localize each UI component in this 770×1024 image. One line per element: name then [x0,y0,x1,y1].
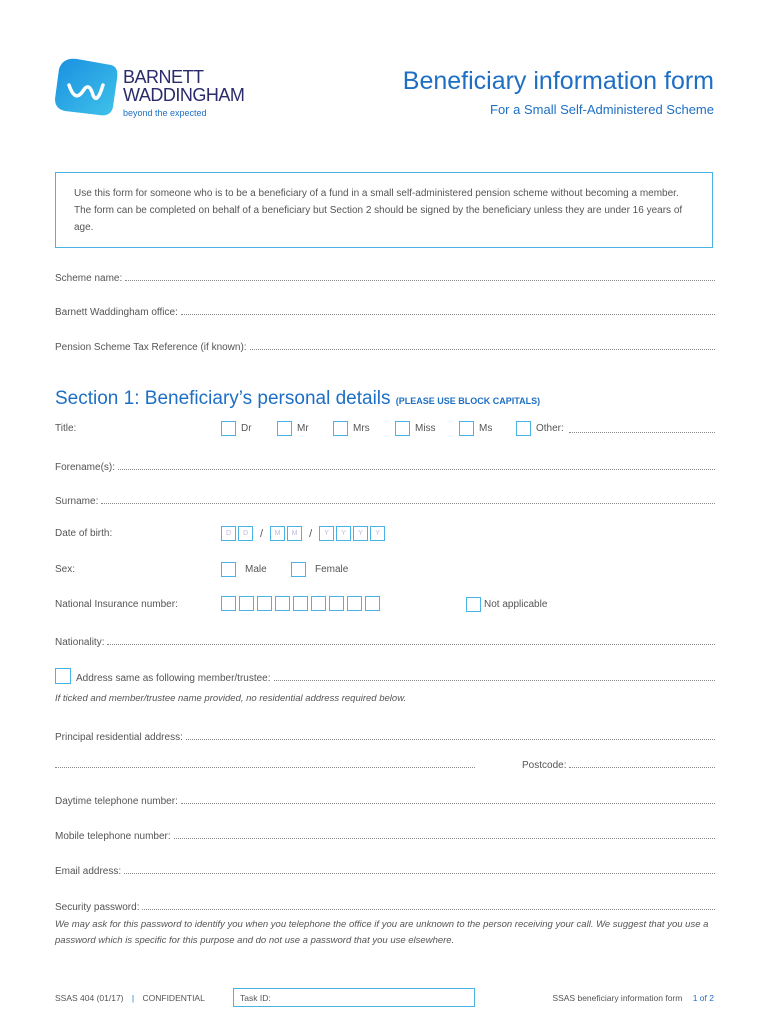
scheme-name-field[interactable] [55,268,715,284]
page-title: Beneficiary information form [402,67,714,95]
title-other[interactable]: Other: [516,421,715,436]
email-field[interactable]: Email address: [55,861,715,877]
section1-heading: Section 1: Beneficiary’s personal details (PLEASE USE BLOCK CAPITALS) [55,388,541,409]
tax-ref-field[interactable] [55,337,715,353]
checkbox[interactable] [333,421,348,436]
ni-cell[interactable] [221,596,236,611]
logo [53,55,263,123]
footer-right [552,993,714,1003]
title-miss[interactable]: Miss [395,421,436,436]
intro-box: Use this form for someone who is to be a beneficiary of a fund in a small self-administered pension scheme without becoming a member. The form can be completed on behalf of a beneficiary but Section 2 should be signed by the beneficiary unless they are under 16 years of age. [55,172,713,248]
ni-cell[interactable] [311,596,326,611]
block-capitals-note: (PLEASE USE BLOCK CAPITALS) [395,396,541,406]
office-label: Barnett Waddingham office: [55,307,178,318]
confidential-label: CONFIDENTIAL [142,993,205,1003]
title-mrs[interactable]: Mrs [333,421,370,436]
scheme-name-label: Scheme name: [55,273,123,284]
dob-day-2[interactable]: D [238,526,253,541]
logo-line1: BARNETT [123,67,204,87]
address-line-2[interactable] [55,755,475,771]
page-subtitle: For a Small Self-Administered Scheme [490,102,714,117]
ni-input[interactable] [221,596,380,611]
logo-tagline: beyond the expected [123,108,207,118]
dob-input[interactable]: D D / M M / Y Y Y Y [221,526,385,541]
address-same-checkbox[interactable] [55,668,71,684]
ni-cell[interactable] [275,596,290,611]
dob-day-1[interactable]: D [221,526,236,541]
checkbox[interactable] [459,421,474,436]
ni-label: National Insurance number: [55,599,178,610]
ni-not-applicable[interactable]: Not applicable [466,597,547,612]
task-id-field[interactable]: Task ID: [233,988,475,1007]
dob-year-4[interactable]: Y [370,526,385,541]
form-name: SSAS beneficiary information form [552,993,683,1003]
dob-label: Date of birth: [55,528,113,539]
logo-mark-icon [53,55,119,119]
address-same-field[interactable]: Address same as following member/trustee: [76,668,715,684]
postcode-field[interactable]: Postcode: [522,755,715,771]
security-field[interactable]: Security password: [55,897,715,913]
checkbox[interactable] [395,421,410,436]
checkbox[interactable] [221,421,236,436]
address-note: If ticked and member/trustee name provided, no residential address required below. [55,693,407,704]
title-label: Title: [55,423,77,434]
security-note: We may ask for this password to identify you when you telephone the office if you are unknown to the person receiving your call. We suggest that you use a password which is specific for this purpose and do not use a password that you use elsewhere. [55,919,709,946]
office-field[interactable] [55,302,715,318]
title-dr[interactable]: Dr [221,421,252,436]
tax-ref-label: Pension Scheme Tax Reference (if known): [55,342,247,353]
title-ms[interactable]: Ms [459,421,492,436]
nationality-field[interactable]: Nationality: [55,632,715,648]
dob-year-1[interactable]: Y [319,526,334,541]
checkbox[interactable] [516,421,531,436]
ni-cell[interactable] [293,596,308,611]
surname-field[interactable]: Surname: [55,491,715,507]
form-code: SSAS 404 (01/17) [55,993,124,1003]
title-mr[interactable]: Mr [277,421,309,436]
ni-cell[interactable] [239,596,254,611]
checkbox[interactable] [221,562,236,577]
mobile-field[interactable]: Mobile telephone number: [55,826,715,842]
ni-cell[interactable] [257,596,272,611]
principal-address-field[interactable]: Principal residential address: [55,727,715,743]
ni-cell[interactable] [347,596,362,611]
checkbox[interactable] [466,597,481,612]
day-phone-field[interactable]: Daytime telephone number: [55,791,715,807]
dob-month-1[interactable]: M [270,526,285,541]
dob-month-2[interactable]: M [287,526,302,541]
checkbox[interactable] [277,421,292,436]
footer-left: SSAS 404 (01/17) | CONFIDENTIAL [55,993,205,1003]
sex-label: Sex: [55,564,76,575]
dob-year-2[interactable]: Y [336,526,351,541]
page-number: 1 of 2 [692,993,714,1003]
checkbox[interactable] [291,562,306,577]
logo-line2: WADDINGHAM [123,85,245,105]
sex-male[interactable]: Male [221,562,267,577]
ni-cell[interactable] [329,596,344,611]
forenames-field[interactable]: Forename(s): [55,457,715,473]
dob-year-3[interactable]: Y [353,526,368,541]
sex-female[interactable]: Female [291,562,348,577]
ni-cell[interactable] [365,596,380,611]
